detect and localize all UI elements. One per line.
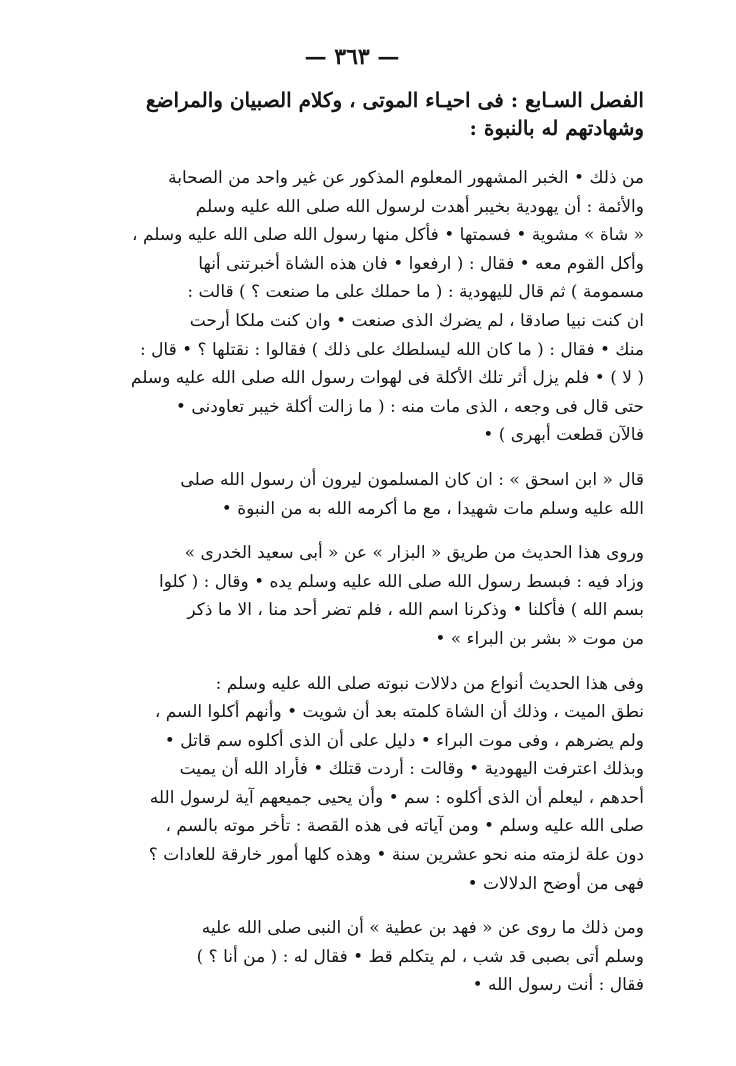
text-line: حتى قال فى وجعه ، الذى مات منه : ( ما زالت أكلة خيبر تعاودنى •: [175, 396, 644, 417]
paragraph: [60, 164, 644, 450]
text-line: فالآن قطعت أبهرى ) •: [483, 425, 644, 446]
text-line: ولم يضرهم ، وفى موت البراء • دليل على أن الذى أكلوه سم قاتل •: [164, 730, 644, 751]
text-line: « شاة » مشوية • فسمتها • فأكل منها رسول الله صلى الله عليه وسلم ،: [132, 225, 644, 246]
text-line: وروى هذا الحديث من طريق « البزار » عن « أبى سعيد الخدرى »: [184, 543, 644, 564]
text-line: وفى هذا الحديث أنواع من دلالات نبوته صلى الله عليه وسلم :: [215, 673, 644, 694]
paragraph: [60, 914, 644, 1000]
chapter-title-line: وشهادتهم له بالنبوة :: [469, 116, 644, 140]
text-line: نطق الميت ، وذلك أن الشاة كلمته بعد أن شويت • وأنهم أكلوا السم ،: [154, 702, 644, 723]
text-line: دون علة لزمته منه نحو عشرين سنة • وهذه كلها أمور خارقة للعادات ؟: [148, 845, 644, 866]
text-line: وزاد فيه : فبسط رسول الله صلى الله عليه وسلم يده • وقال : ( كلوا: [159, 571, 644, 592]
text-line: أحدهم ، ليعلم أن الذى أكلوه : سم • وأن يحيى جميعهم آية لرسول الله: [149, 787, 644, 808]
text-line: والأئمة : أن يهودية بخيبر أهدت لرسول الله صلى الله عليه وسلم: [195, 196, 644, 217]
text-line: وبذلك اعترفت اليهودية • وقالت : أردت قتلك • فأراد الله أن يميت: [179, 759, 644, 780]
text-line: منك • فقال : ( ما كان الله ليسلطك على ذلك ) فقالوا : نقتلها ؟ • قال :: [139, 339, 644, 360]
text-line: وأكل القوم معه • فقال : ( ارفعوا • فان هذه الشاة أخبرتنى أنها: [198, 253, 644, 274]
text-line: ان كنت نبيا صادقا ، لم يضرك الذى صنعت • وان كنت ملكا أرحت: [189, 310, 644, 331]
text-line: من موت « بشر بن البراء » •: [435, 628, 644, 649]
text-line: وسلم أتى بصبى قد شب ، لم يتكلم قط • فقال له : ( من أنا ؟ ): [196, 946, 644, 967]
chapter-title-line: الفصل السـابع : فى احيـاء الموتى ، وكلام الصبيان والمراضع: [145, 88, 644, 112]
text-line: من ذلك • الخبر المشهور المعلوم المذكور عن غير واحد من الصحابة: [168, 168, 644, 188]
text-line: صلى الله عليه وسلم • ومن آياته فى هذه القصة : تأخر موته بالسم ،: [165, 816, 644, 837]
text-line: فقال : أنت رسول الله •: [472, 975, 644, 996]
text-line: فهى من أوضح الدلالات •: [467, 873, 644, 894]
page-number: — ٣٦٣ —: [304, 44, 400, 70]
text-line: ( لا ) • فلم يزل أثر تلك الأكلة فى لهوات رسول الله صلى الله عليه وسلم: [130, 368, 644, 389]
paragraph: [60, 670, 644, 899]
text-line: الله عليه وسلم مات شهيدا ، مع ما أكرمه الله به من النبوة •: [221, 498, 644, 519]
text-line: مسمومة ) ثم قال لليهودية : ( ما حملك على ما صنعت ؟ ) قالت :: [187, 282, 644, 303]
text-line: ومن ذلك ما روى عن « فهد بن عطية » أن النبى صلى الله عليه: [201, 918, 644, 939]
chapter-title: [60, 86, 644, 142]
paragraph: [60, 466, 644, 523]
paragraph: [60, 539, 644, 653]
text-line: بسم الله ) فأكلنا • وذكرنا اسم الله ، فلم تضر أحد منا ، الا ما ذكر: [187, 600, 644, 621]
text-line: قال « ابن اسحق » : ان كان المسلمون ليرون أن رسول الله صلى: [180, 469, 644, 490]
